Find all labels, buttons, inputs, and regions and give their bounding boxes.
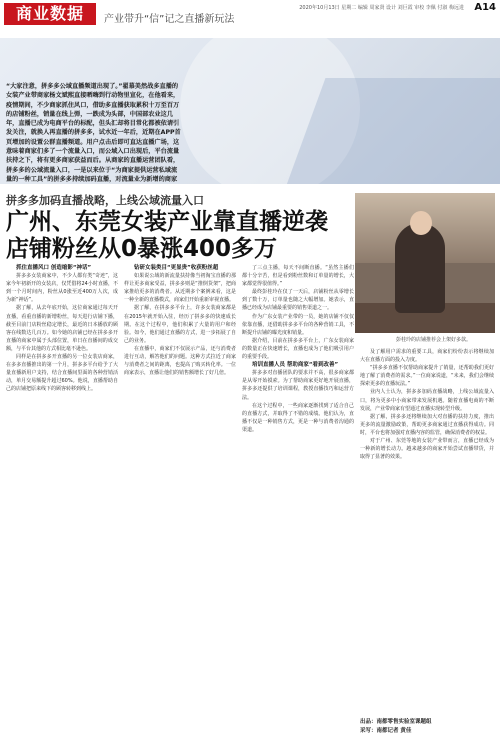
photo-caption: 彭桂玲的店铺推荐会上架好多款。 bbox=[396, 337, 472, 343]
body-paragraph: 据了解，从去年底开始，这位商家通过每天开直播，看重直播的新增粉丝，每天进行店铺下播，截至目前门店粉丝稳定增长，最近的日本播放的顾客在线数达几百万。如今她的店铺已经在拼多多开直播的商家中属于头部位置，单日在直播间的成交额，与平台其他的方式相比毫不逊色。 bbox=[6, 305, 118, 352]
column-subhead: 培训直播人员 帮助商家“看到改善” bbox=[252, 362, 339, 369]
body-paragraph: 在这个过程中，一些商家逐渐找到了适合自己的直播方式，并取得了不错的成绩。他们认为，直播不仅是一种销售方式，更是一种与消费者沟通的渠道。 bbox=[242, 402, 354, 433]
page-number: A14 bbox=[474, 2, 496, 13]
article-credits bbox=[360, 718, 494, 736]
article-column-1 bbox=[6, 264, 118, 394]
body-paragraph: 据了解，拼多多还将继续加大对直播的扶持力度，推出更多的流量激励政策，帮助更多商家通过直播获得成功。同时，平台也将加强对直播内容的监管，确保消费者的权益。 bbox=[360, 413, 494, 436]
article-headline: 广州、东莞女装产业靠直播逆袭店铺粉丝从0暴涨400多万 bbox=[6, 209, 328, 262]
body-paragraph: “拼多多直播不仅帮助商家提升了销量，还帮助我们更好地了解了消费者的需求。”一位商家说道，“未来，我们会继续探索更多的直播玩法。” bbox=[360, 365, 494, 388]
body-paragraph: 拼多多女装商家中，不少人都有类“奇迹”，这家今年初新开的女装店，仅凭借将24小时直播，不到一个月时间内，粉丝从0涨至近400万人次，成为新“神话”。 bbox=[6, 273, 118, 304]
body-paragraph: 了三点主播，每天不间断直播。“虽然主播们都十分辛苦，但是看到粉丝数和订单量的增长，大家都觉得很值得。” bbox=[242, 265, 354, 288]
body-paragraph: 及了解用户需求的重要工具，商家们纷纷表示将继续加大在直播方面的投入力度。 bbox=[360, 349, 494, 364]
issue-info: 2020年10月13日 星期二 编辑 周家贤 设计 刘巨霞 审校 李佩 付淑 梅远进 bbox=[299, 5, 464, 11]
hero-banner bbox=[0, 38, 500, 184]
section-title: 商业数据 bbox=[4, 3, 96, 25]
body-paragraph: 拼多多对直播团队的要求并不高，很多商家都是从零开始摸索。为了帮助商家更好地开展直播，拼多多还提供了培训课程，教授直播技巧和运营方法。 bbox=[242, 370, 354, 401]
column-subhead: 抓住直播风口 创造缩影“神话” bbox=[16, 265, 92, 271]
body-paragraph: 据介绍，目前在拼多多平台上，广东女装商家的数量正在快速增长，直播也成为了他们吸引用户的重要手段。 bbox=[242, 337, 354, 361]
body-paragraph: 作为广东女装产业带的一员，她的店铺不仅仅依靠直播，还借助拼多多平台的各种营销工具，不断提升店铺的曝光度和销量。 bbox=[242, 313, 354, 336]
body-paragraph: 最终彭桂玲在仅了一天后，店铺粉丝从零增长到了数十万，订单量也随之大幅增加。她表示，直播已经成为店铺最重要的销售渠道之一。 bbox=[242, 289, 354, 312]
article-column-2 bbox=[124, 264, 236, 377]
credit-line: 采写：南都记者 黄佳 bbox=[360, 728, 412, 734]
body-paragraph: 如果说公域的新流量扶持像当初淘宝直播的那样让更多商家受益，拼多多则是“推倒货架”，把商家推给更多的消费者。从近期多个案例来看，这是一种全新的直播模式，商家们开始重新审视直播。 bbox=[124, 273, 236, 304]
body-paragraph: 业内人士认为，拼多多加码直播战略，上线公域流量入口，将为更多中小商家带来发展机遇。随着直播电商的不断发展，产业带商家有望通过直播实现转型升级。 bbox=[360, 389, 494, 412]
page-masthead bbox=[0, 0, 500, 38]
column-subhead: 钻研女装类目“更显贵”收获粉丝超 bbox=[134, 265, 219, 271]
article-column-4 bbox=[360, 348, 494, 461]
article-photo bbox=[355, 193, 495, 333]
article-column-3 bbox=[242, 264, 354, 434]
lede-paragraph: “大家注意，拼多多公域直播频道出现了。”翟慕美然战多直播的女装产业带商家杨文斌熙直接晒嗨到行动物里宣化，在他看来，疫情期间，不少商家抓住风口，借助多直播获取累积十万至百万的店铺粉丝，销量在线上弹，一跌成为头部，中国部农业这几年，直播已成为电商平台的标配，但头汇却将目常化都被依请引发关注，就换人再直播的拼多多，试水近一年后，近期在APP首页增加的设置公群直播频道。用户点击后即可直达直播广场，这意味着商家们多了一个流量入口，而公域入口出现后，平台流量扶持之下，将有更多商家获益而后。从商家的直播运营团队看，拼多多的公域流量入口，一是以来位于“为商家提供运营私域流量的一种工具”的拼多多持续加码直播，对流量业为新增的商家 bbox=[6, 83, 181, 183]
body-paragraph: 在直播中，商家们不仅展示产品，还与消费者进行互动，解答他们的问题。这种方式拉近了商家与消费者之间的距离，也提高了购买转化率。一位商家表示，直播让他们的销售额增长了好几倍。 bbox=[124, 345, 236, 377]
body-paragraph: 同样是在拼多多开直播的另一位女装店商家，在多多直播推出的第一个月，拼多多平台给予了大量直播新用户支持，结合直播间里面的各种营销活动，单月交易额提升超过60%。他说，直播帮助自己的店铺把原来线下的顾客转移到线上。 bbox=[6, 354, 118, 393]
section-tagline: 产业带升“信”记之直播新玩法 bbox=[104, 14, 235, 25]
body-paragraph: 据了解，在拼多多平台上，许多女装商家都是在2015年就开始入驻，经历了拼多多的快速成长期。在这个过程中，他们积累了大量的用户和经验。如今，他们通过直播的方式，进一步拓展了自己的业务。 bbox=[124, 305, 236, 344]
credit-line: 出品：南都零售实验室课题组 bbox=[360, 719, 432, 725]
article-kicker: 拼多多加码直播战略，上线公域流量入口 bbox=[6, 194, 204, 207]
body-paragraph: 对于广州、东莞等地的女装产业带而言，直播已经成为一种新的增长动力。越来越多的商家开始尝试直播带货，并取得了显著的效果。 bbox=[360, 438, 494, 461]
